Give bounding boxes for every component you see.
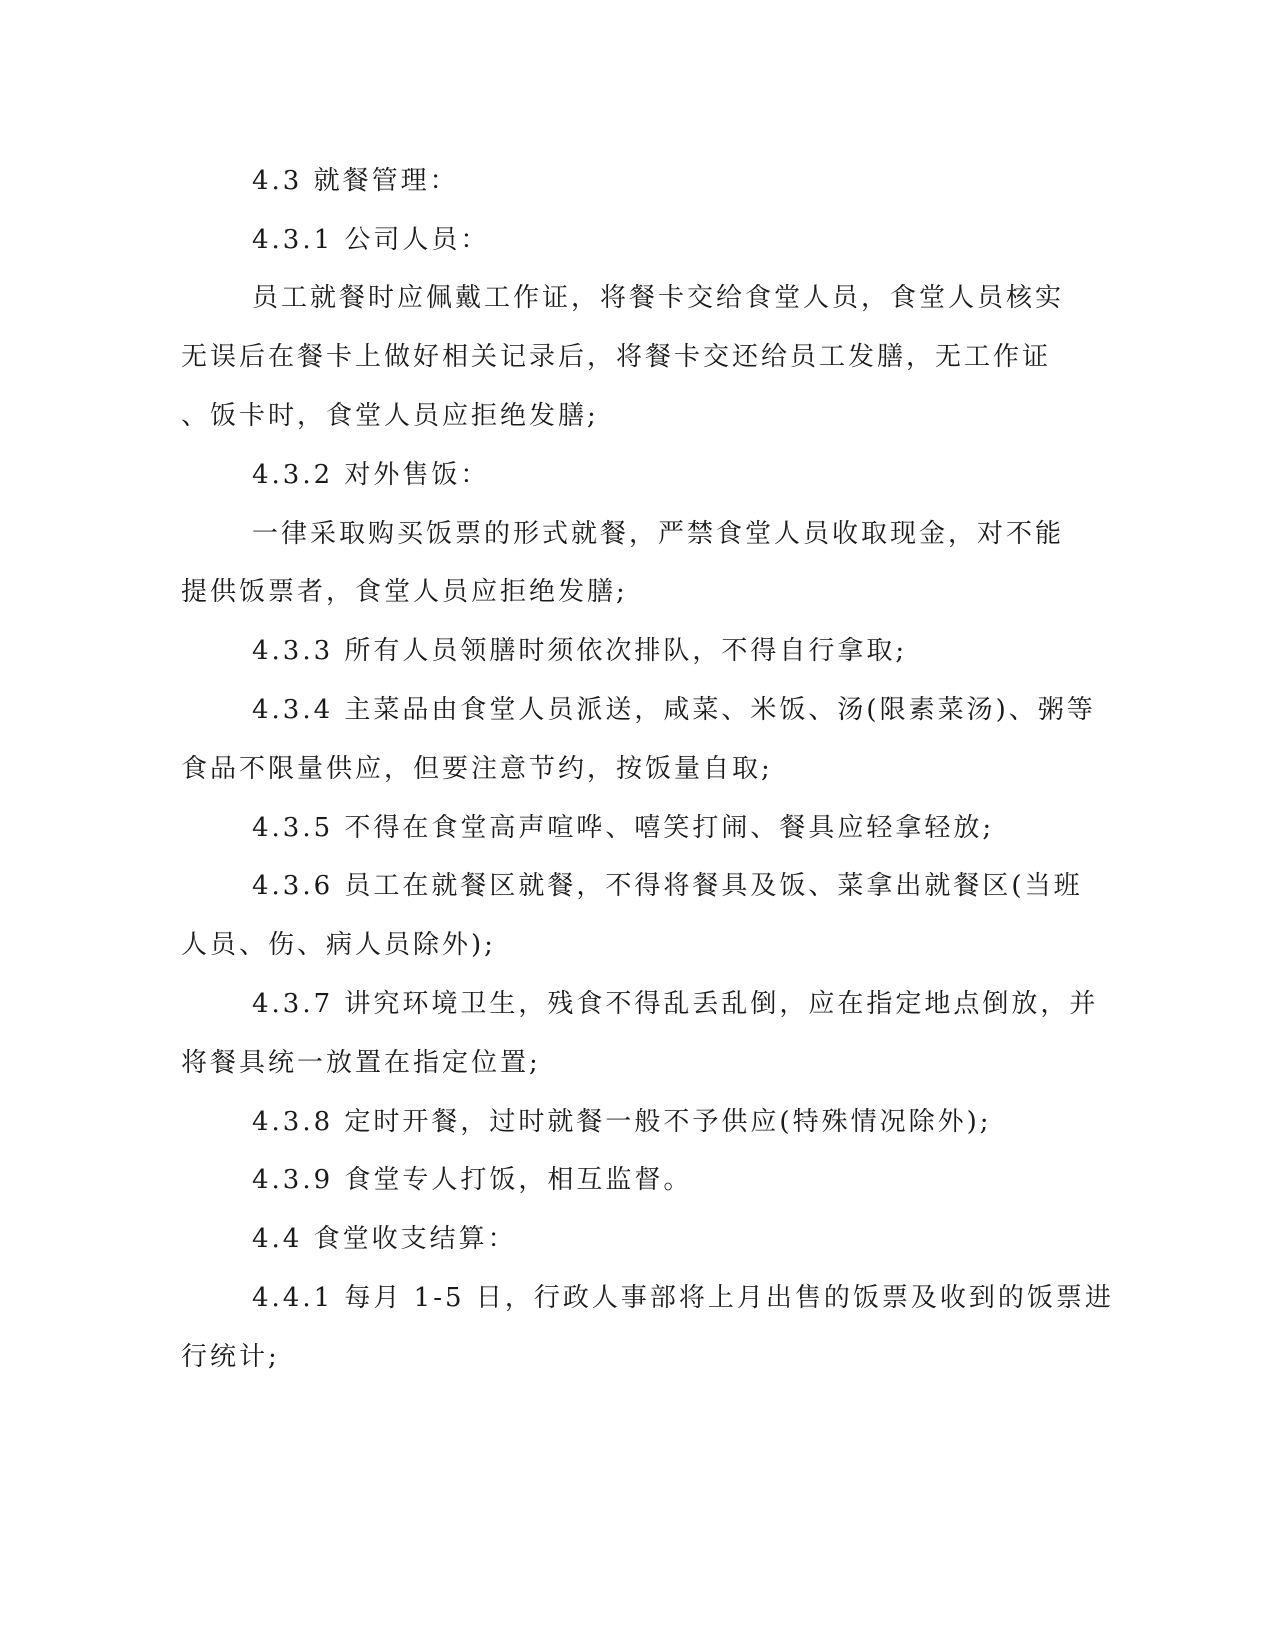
paragraph-line: 4.3.7 讲究环境卫生，残食不得乱丢乱倒，应在指定地点倒放，并 [252, 989, 1099, 1019]
paragraph-line: 员工就餐时应佩戴工作证，将餐卡交给食堂人员，食堂人员核实 [252, 283, 1065, 313]
paragraph-line: 人员、伤、病人员除外); [181, 930, 496, 960]
heading-4-3: 4.3 就餐管理： [252, 166, 459, 196]
paragraph-line: 行统计; [181, 1342, 280, 1372]
paragraph-line: 4.4.1 每月 1-5 日，行政人事部将上月出售的饭票及收到的饭票进 [252, 1283, 1114, 1313]
paragraph-line: 提供饭票者，食堂人员应拒绝发膳; [181, 577, 628, 607]
paragraph-line: 4.3.9 食堂专人打饭，相互监督。 [252, 1165, 693, 1195]
paragraph-line: 4.3.6 员工在就餐区就餐，不得将餐具及饭、菜拿出就餐区(当班 [252, 871, 1083, 901]
heading-4-4: 4.4 食堂收支结算： [252, 1224, 517, 1254]
paragraph-line: 无误后在餐卡上做好相关记录后，将餐卡交还给员工发膳，无工作证 [181, 342, 1052, 372]
paragraph-line: 食品不限量供应，但要注意节约，按饭量自取; [181, 754, 773, 784]
paragraph-line: 4.3.3 所有人员领膳时须依次排队，不得自行拿取; [252, 636, 908, 666]
paragraph-line: 4.3.4 主菜品由食堂人员派送，咸菜、米饭、汤(限素菜汤)、粥等 [252, 695, 1096, 725]
paragraph-line: 4.3.5 不得在食堂高声喧哗、嘻笑打闹、餐具应轻拿轻放; [252, 813, 995, 843]
paragraph-line: 一律采取购买饭票的形式就餐，严禁食堂人员收取现金，对不能 [252, 519, 1065, 549]
paragraph-line: 4.3.8 定时开餐，过时就餐一般不予供应(特殊情况除外); [252, 1107, 992, 1137]
paragraph-line: 、饭卡时，食堂人员应拒绝发膳; [181, 401, 599, 431]
paragraph-line: 将餐具统一放置在指定位置; [181, 1048, 541, 1078]
subheading-4-3-1: 4.3.1 公司人员： [252, 225, 490, 255]
subheading-4-3-2: 4.3.2 对外售饭： [252, 460, 490, 490]
